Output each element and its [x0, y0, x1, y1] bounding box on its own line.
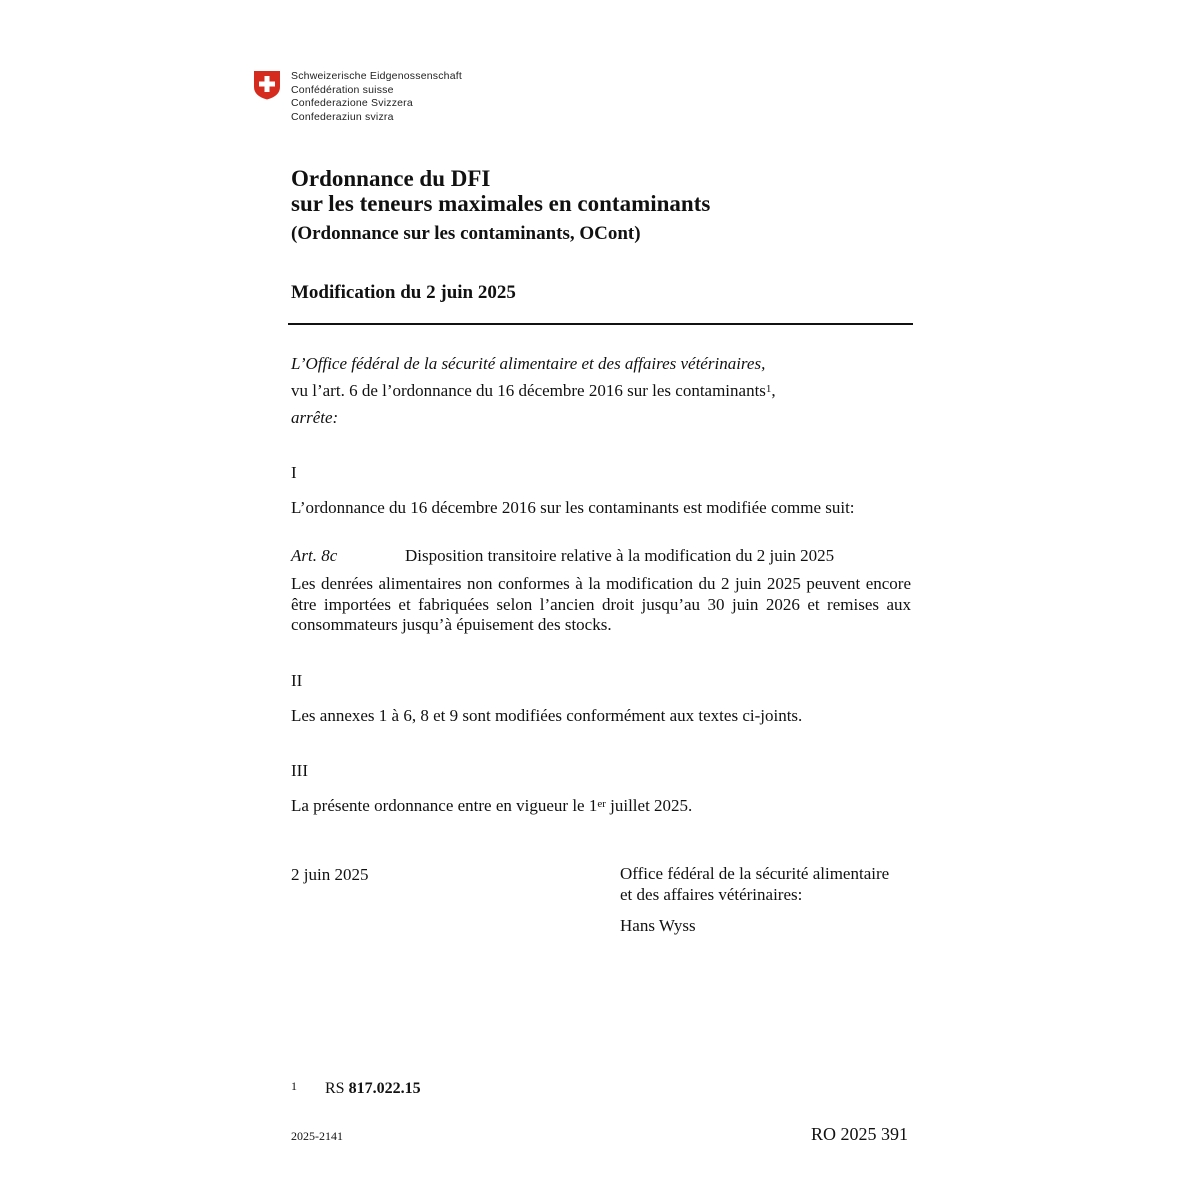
signature-office-line-1: Office fédéral de la sécurité alimentaire	[620, 864, 890, 883]
entry-into-force-date: juillet 2025.	[605, 796, 693, 815]
logo-line-it: Confederazione Svizzera	[291, 97, 413, 110]
document-number: 2025-2141	[291, 1129, 343, 1143]
title-divider	[288, 323, 913, 325]
article-label: Art. 8c	[291, 546, 338, 565]
swiss-cross-shield-icon	[253, 70, 281, 100]
document-title	[291, 166, 710, 216]
section-III-text	[291, 795, 692, 816]
section-III-numeral: III	[291, 761, 308, 780]
title-line-1: Ordonnance du DFI	[291, 166, 491, 191]
footnote-prefix: RS	[325, 1080, 349, 1097]
entry-into-force-text: La présente ordonnance entre en vigueur le 1	[291, 796, 598, 815]
article-text: Les denrées alimentaires non conformes à la modification du 2 juin 2025 peuvent encore être importées et fabriquées selon l’ancien droit jusqu’au 30 juin 2026 et remises aux consommateurs jusqu’à épuisement des stocks.	[291, 574, 911, 634]
signature-date: 2 juin 2025	[291, 865, 369, 884]
short-title: (Ordonnance sur les contaminants, OCont)	[291, 223, 641, 244]
signatory-name: Hans Wyss	[620, 916, 696, 935]
section-II-text: Les annexes 1 à 6, 8 et 9 sont modifiées conformément aux textes ci-joints.	[291, 706, 803, 725]
preamble-decree: arrête:	[291, 408, 339, 427]
ordinal-suffix: er	[597, 798, 606, 810]
preamble-basis-text: vu l’art. 6 de l’ordonnance du 16 décembre 2016 sur les contaminants	[291, 381, 766, 400]
signature-office-line-2: et des affaires vétérinaires:	[620, 884, 803, 904]
title-line-2: sur les teneurs maximales en contaminants	[291, 191, 711, 216]
footnote-number: 1	[291, 1079, 297, 1093]
section-I-intro: L’ordonnance du 16 décembre 2016 sur les contaminants est modifiée comme suit:	[291, 498, 855, 517]
official-compilation-reference: RO 2025 391	[810, 1124, 908, 1144]
modification-date-heading: Modification du 2 juin 2025	[291, 282, 516, 303]
confederation-wordmark	[291, 70, 462, 125]
preamble-basis	[291, 380, 776, 401]
signature-block	[620, 864, 889, 937]
footnote-reference: 1	[765, 383, 772, 395]
article-title: Disposition transitoire relative à la modification du 2 juin 2025	[405, 546, 835, 565]
logo-line-fr: Confédération suisse	[291, 83, 394, 96]
preamble-authority: L’Office fédéral de la sécurité alimentaire et des affaires vétérinaires,	[291, 354, 766, 373]
preamble-basis-end: ,	[771, 381, 776, 400]
section-II-numeral: II	[291, 671, 303, 690]
logo-line-rm: Confederaziun svizra	[291, 111, 394, 124]
logo-line-de: Schweizerische Eidgenossenschaft	[291, 70, 462, 82]
footnote-text	[325, 1079, 421, 1099]
section-I-numeral: I	[291, 463, 297, 482]
footnote-rs-number: 817.022.15	[348, 1080, 421, 1097]
